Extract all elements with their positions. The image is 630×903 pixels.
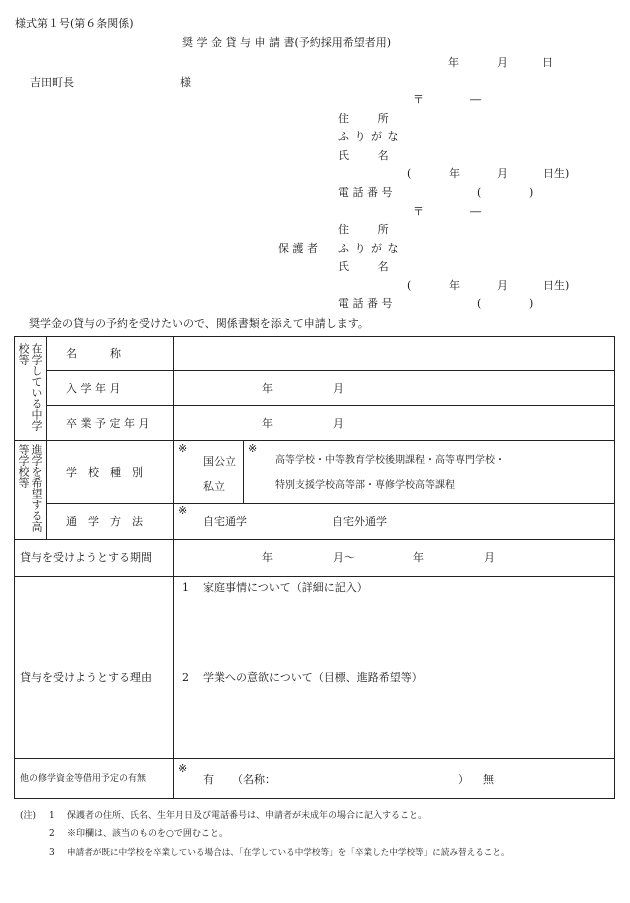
admission-year: 年 xyxy=(262,382,273,395)
note1-number: 1 xyxy=(49,811,55,821)
school-types-line1[interactable]: 高等学校・中等教育学校後期課程・高等専門学校・ xyxy=(275,455,505,466)
school-types-line2[interactable]: 特別支援学校高等部・専修学校高等課程 xyxy=(275,480,455,491)
reason2-heading: 学業への意欲について（目標、進路希望等） xyxy=(203,671,423,684)
applicant-furigana-label: ふりがな xyxy=(338,130,404,143)
kome-mark-other: ※ xyxy=(178,762,188,775)
option-private[interactable]: 私立 xyxy=(203,480,225,493)
option-other-no[interactable]: 無 xyxy=(483,773,494,786)
graduation-month: 月 xyxy=(333,417,344,430)
form-number: 様式第１号(第６条関係) xyxy=(15,17,134,30)
group-current-school-label: 在学している中学校等 xyxy=(17,343,43,431)
other-name-open: （名称： xyxy=(232,773,276,786)
reason1-heading: 家庭事情について（詳細に記入） xyxy=(203,581,368,594)
note3: 申請者が既に中学校を卒業している場合は、「在学している中学校等」を「卒業した中学校等」に読み替えること。 xyxy=(67,848,510,858)
applicant-phone-close: ) xyxy=(529,186,534,199)
application-statement: 奨学金の貸与の予約を受けたいので、関係書類を添えて申請します。 xyxy=(29,317,369,330)
option-public[interactable]: 国公立 xyxy=(203,455,236,468)
guardian-name-label: 氏 名 xyxy=(338,260,391,273)
guardian-dob-open: ( xyxy=(407,279,412,292)
applicant-dob-open: ( xyxy=(407,167,412,180)
applicant-name-label: 氏 名 xyxy=(338,149,391,162)
page-title xyxy=(182,37,391,48)
period-month1: 月〜 xyxy=(333,551,355,564)
guardian-phone-open: ( xyxy=(477,297,482,310)
graduation-year: 年 xyxy=(262,417,273,430)
school-name-label: 名 称 xyxy=(66,347,121,360)
applicant-address-label: 住 所 xyxy=(338,112,391,125)
note1: 保護者の住所、氏名、生年月日及び電話番号は、申請者が未成年の場合に記入すること。 xyxy=(67,811,428,821)
applicant-dob-year: 年 xyxy=(449,167,460,180)
guardian-dob-close: 日生) xyxy=(543,279,570,292)
kome-mark-school-type: ※ xyxy=(178,442,188,455)
guardian-postal-dash: ― xyxy=(470,205,481,218)
reason2-number: 2 xyxy=(182,671,189,684)
note3-number: 3 xyxy=(49,848,55,858)
period-year1: 年 xyxy=(262,551,273,564)
reason-label: 貸与を受けようとする理由 xyxy=(20,671,152,684)
period-label: 貸与を受けようとする期間 xyxy=(20,551,152,564)
reason2-field[interactable] xyxy=(180,688,610,754)
guardian-phone-close: ) xyxy=(529,297,534,310)
guardian-address-label: 住 所 xyxy=(338,223,391,236)
kome-mark-commute: ※ xyxy=(178,504,188,517)
other-name-close: ） xyxy=(458,773,469,786)
admission-month: 月 xyxy=(333,382,344,395)
applicant-postal-dash: ― xyxy=(470,93,481,106)
date-year: 年 xyxy=(448,56,459,69)
applicant-phone-label: 電 話 番 号 xyxy=(338,186,393,199)
guardian-role-label: 保 護 者 xyxy=(278,242,318,255)
title-note: (予約採用希望者用) xyxy=(294,36,392,49)
guardian-postal-mark: 〒 xyxy=(413,205,424,218)
school-name-field[interactable] xyxy=(176,340,612,368)
guardian-phone-label: 電 話 番 号 xyxy=(338,297,393,310)
notes-prefix: (注) xyxy=(20,811,37,821)
applicant-postal-mark: 〒 xyxy=(413,93,424,106)
school-type-label: 学 校 種 別 xyxy=(66,466,143,479)
guardian-furigana-label: ふりがな xyxy=(338,242,404,255)
applicant-dob-month: 月 xyxy=(497,167,508,180)
other-name-field[interactable] xyxy=(275,768,455,788)
applicant-phone-open: ( xyxy=(477,186,482,199)
addressee: 吉田町長 xyxy=(30,76,74,89)
period-year2: 年 xyxy=(413,551,424,564)
period-month2: 月 xyxy=(484,551,495,564)
option-other-yes[interactable]: 有 xyxy=(203,773,214,786)
note2-number: 2 xyxy=(49,829,55,839)
guardian-dob-year: 年 xyxy=(449,279,460,292)
reason1-number: 1 xyxy=(182,581,189,594)
title-main: 奨 学 金 貸 与 申 請 書 xyxy=(182,36,295,49)
kome-mark-school-kind: ※ xyxy=(248,442,258,455)
date-day: 日 xyxy=(542,56,553,69)
group-desired-school-label: 進学を希望する高等学校等 xyxy=(17,444,43,532)
option-commute-away[interactable]: 自宅外通学 xyxy=(332,515,387,528)
guardian-dob-month: 月 xyxy=(497,279,508,292)
commute-label: 通 学 方 法 xyxy=(66,515,143,528)
option-commute-home[interactable]: 自宅通学 xyxy=(203,515,247,528)
graduation-label: 卒 業 予 定 年 月 xyxy=(66,417,150,430)
reason1-field[interactable] xyxy=(180,598,610,660)
honorific: 様 xyxy=(180,76,191,89)
date-month: 月 xyxy=(497,56,508,69)
applicant-dob-close: 日生) xyxy=(543,167,570,180)
note2: ※印欄は、該当のものを○で囲むこと。 xyxy=(67,829,228,839)
admission-label: 入 学 年 月 xyxy=(66,382,121,395)
other-funds-label: 他の修学資金等借用予定の有無 xyxy=(20,774,147,784)
